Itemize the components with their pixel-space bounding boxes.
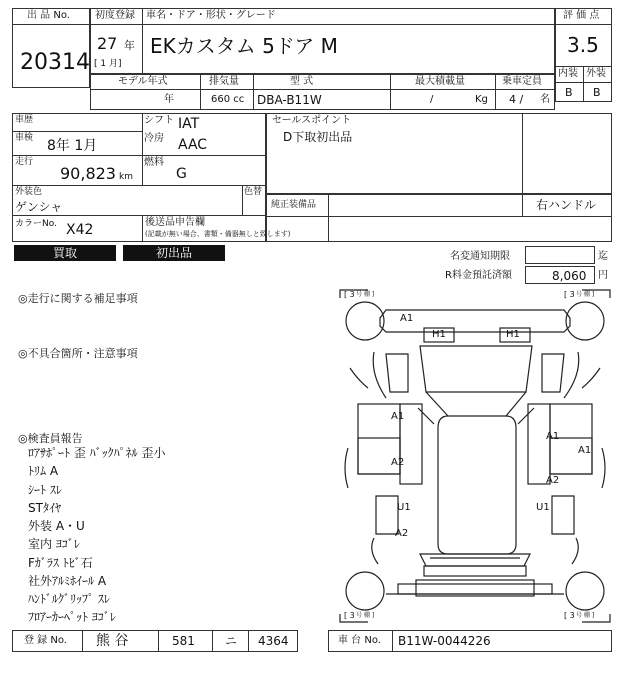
report-line: ﾄﾘﾑ A	[28, 464, 59, 478]
genuine-equipment-label: 純正装備品	[271, 200, 317, 210]
interior-grade: B	[565, 86, 573, 99]
mark-headlight-right: H1	[506, 329, 520, 340]
recycle-label: R料金預託済額	[445, 270, 512, 281]
mark-right-front-door: A1	[578, 445, 592, 456]
mark-left-rear-lower: A2	[395, 528, 409, 539]
car-damage-diagram	[338, 288, 612, 624]
report-line: 社外ｱﾙﾐﾎｲｰﾙ A	[28, 574, 107, 588]
model-type-label: 型 式	[290, 76, 314, 87]
registration-class: 581	[172, 634, 195, 648]
score-label: 評 価 点	[563, 10, 600, 21]
report-line: ｼｰﾄ ｽﾚ	[28, 483, 62, 497]
registration-kana: ニ	[225, 634, 238, 648]
corner-bl-sub: 号 棚 ]	[356, 612, 375, 619]
exterior-grade: B	[593, 86, 601, 99]
ext-color-value: ゲンシャ	[15, 200, 63, 214]
report-line: ﾌﾛｱｰｶｰﾍﾟｯﾄ ﾖｺﾞﾚ	[28, 610, 116, 624]
chassis-number: B11W-0044226	[398, 634, 491, 648]
recycle-unit: 円	[598, 270, 608, 281]
model-year-unit: 年	[164, 94, 174, 105]
first-reg-label: 初度登録	[95, 10, 135, 21]
report-line: ﾊﾝﾄﾞﾙｸﾞﾘｯﾌﾟ ｽﾚ	[28, 592, 110, 606]
report-line: ﾛｱｻﾎﾟｰﾄ 歪 ﾊﾞｯｸﾊﾟﾈﾙ 歪小	[28, 446, 166, 460]
corner-tr-sub: 号 棚 ]	[576, 291, 595, 298]
sales-point-value: D下取初出品	[283, 130, 353, 144]
displacement-label: 排気量	[209, 76, 239, 87]
mark-headlight-left: H1	[432, 329, 446, 340]
mark-right-rear-quarter: U1	[536, 502, 550, 513]
corner-br-sub: 号 棚 ]	[576, 612, 595, 619]
mark-right-rear-door: A2	[546, 475, 560, 486]
lot-label: 出 品 No.	[27, 10, 70, 21]
car-name-label: 車名・ドア・形状・グレード	[146, 10, 276, 21]
mark-left-rear-quarter: U1	[397, 502, 411, 513]
post-report-note: (記載が無い場合、書類・備器無しと致します)	[145, 230, 291, 238]
sales-point-label: セールスポイント	[272, 115, 352, 126]
driving-notes-title: ◎走行に関する補足事項	[18, 292, 138, 305]
recycle-amount: 8,060	[552, 269, 587, 283]
mark-left-front-door: A1	[391, 411, 405, 422]
ac-value: AAC	[178, 137, 208, 153]
model-year-label: モデル年式	[118, 76, 168, 87]
corner-br-label: [ 3	[564, 611, 575, 620]
inspector-report-title: ◎検査員報告	[18, 432, 83, 445]
mileage-value: 90,823	[60, 164, 116, 183]
chassis-label: 車 台 No.	[338, 635, 381, 646]
max-load-unit: Kg	[475, 94, 488, 105]
report-line: 室内 ﾖｺﾞﾚ	[28, 537, 80, 551]
shift-label: シフト	[144, 115, 174, 126]
fuel-value: G	[176, 166, 187, 182]
interior-label: 内装	[558, 68, 578, 79]
lot-number: 20314	[20, 50, 90, 75]
corner-tr-label: [ 3	[564, 290, 575, 299]
car-name: EKカスタム 5ドア M	[150, 34, 338, 58]
buy-badge: 買取	[14, 245, 116, 261]
model-type-value: DBA-B11W	[257, 93, 322, 107]
mark-left-rear-door: A2	[391, 457, 405, 468]
mark-right-front-fender: A1	[546, 431, 560, 442]
max-load-slash: /	[430, 94, 434, 105]
defect-notes-title: ◎不具合箇所・注意事項	[18, 347, 138, 360]
ac-label: 冷房	[144, 133, 164, 144]
shift-value: IAT	[178, 116, 200, 132]
displacement-value: 660 cc	[211, 94, 245, 105]
report-line: STﾀｲﾔ	[28, 501, 61, 515]
fuel-label: 燃料	[144, 157, 164, 168]
registration-number: 4364	[258, 634, 289, 648]
registration-place: 熊 谷	[96, 633, 129, 649]
first-reg-year-unit: 年	[124, 39, 135, 52]
score-value: 3.5	[567, 33, 599, 57]
report-line: 外装 A・U	[28, 519, 85, 533]
inspection-value: 8年 1月	[47, 138, 98, 154]
capacity-unit: 名	[540, 94, 550, 105]
capacity-value: 4 /	[509, 93, 524, 106]
name-change-unit: 迄	[598, 251, 608, 262]
registration-label: 登 録 No.	[24, 635, 67, 646]
first-reg-month: [ 1 月]	[94, 59, 122, 69]
mark-front-bumper: A1	[400, 313, 414, 324]
first-reg-year: 27	[97, 34, 118, 53]
exterior-label: 外装	[586, 68, 606, 79]
corner-tl-sub: 号 棚 ]	[356, 291, 375, 298]
report-line: Fｶﾞﾗｽ ﾄﾋﾞ石	[28, 556, 93, 570]
color-change-label: 色替	[244, 187, 263, 197]
first-listing-badge: 初出品	[123, 245, 225, 261]
mileage-label: 走行	[15, 157, 34, 167]
name-change-box	[525, 246, 595, 264]
corner-tl-label: [ 3	[344, 290, 355, 299]
handle-value: 右ハンドル	[536, 198, 597, 212]
history-label: 車歴	[15, 115, 34, 125]
color-no-value: X42	[66, 222, 94, 238]
inspection-label: 車検	[15, 133, 34, 143]
name-change-label: 名変通知期限	[450, 251, 510, 262]
capacity-label: 乗車定員	[502, 76, 542, 87]
post-report-label: 後送品申告欄	[145, 217, 205, 228]
mileage-unit: km	[119, 172, 133, 182]
color-no-label: カラーNo.	[15, 219, 57, 229]
corner-bl-label: [ 3	[344, 611, 355, 620]
ext-color-label: 外装色	[15, 187, 43, 197]
max-load-label: 最大積載量	[415, 76, 465, 87]
